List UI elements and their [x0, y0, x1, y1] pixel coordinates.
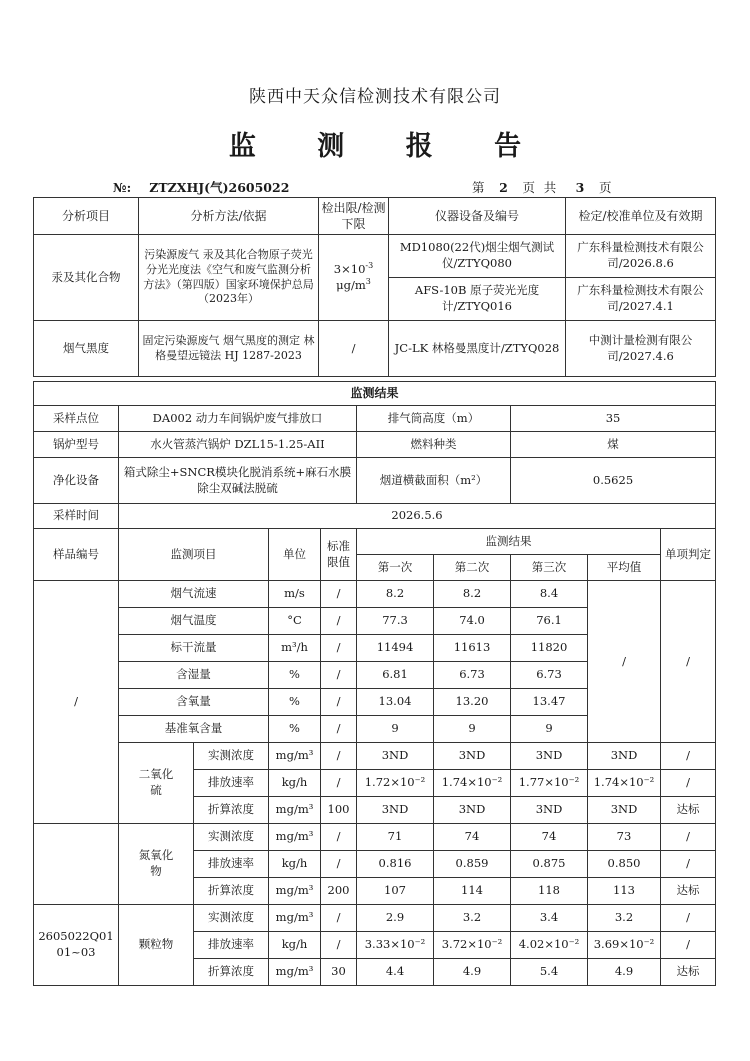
table-row [34, 581, 716, 608]
fuel-value: 煤 [511, 432, 716, 458]
limit-unit: μg/m [336, 277, 366, 292]
method-row-mercury-instrument2: AFS-10B 原子荧光光度计/ZTYQ016 [389, 278, 566, 321]
pm-avg: 3.2 [588, 905, 661, 932]
point-value: DA002 动力车间锅炉废气排放口 [119, 406, 357, 432]
header-r3: 第三次 [511, 555, 588, 581]
param-r2: 74.0 [434, 608, 511, 635]
param-r1: 13.04 [357, 689, 434, 716]
header-sample: 样品编号 [34, 529, 119, 581]
results-table [33, 381, 716, 986]
param-r3: 6.73 [511, 662, 588, 689]
report-number-value: ZTZXHJ(气)2605022 [149, 180, 290, 195]
so2-r3: 3ND [511, 797, 588, 824]
method-row-smoke-calib: 中测计量检测有限公司/2027.4.6 [566, 321, 716, 377]
method-row-smoke-instrument: JC-LK 林格曼黑度计/ZTYQ028 [389, 321, 566, 377]
so2-r2: 3ND [434, 743, 511, 770]
param-std: / [321, 689, 357, 716]
methods-header-instrument: 仪器设备及编号 [389, 198, 566, 235]
page-info [472, 178, 611, 196]
nox-r3: 74 [511, 824, 588, 851]
so2-r3: 1.77×10⁻² [511, 770, 588, 797]
nox-std: 200 [321, 878, 357, 905]
pm-judge: / [661, 932, 716, 959]
results-section-title: 监测结果 [34, 382, 716, 406]
boiler-label: 锅炉型号 [34, 432, 119, 458]
company-name: 陕西中天众信检测技术有限公司 [249, 87, 501, 107]
nox-r2: 0.859 [434, 851, 511, 878]
method-row-mercury-limit [319, 235, 389, 321]
so2-r2: 3ND [434, 797, 511, 824]
so2-sub: 折算浓度 [194, 797, 269, 824]
so2-unit: mg/m³ [269, 743, 321, 770]
nox-r2: 114 [434, 878, 511, 905]
param-r1: 77.3 [357, 608, 434, 635]
method-row-mercury-calib2: 广东科量检测技术有限公司/2027.4.1 [566, 278, 716, 321]
boiler-value: 水火管蒸汽锅炉 DZL15-1.25-AII [119, 432, 357, 458]
nox-unit: mg/m³ [269, 878, 321, 905]
nox-r1: 0.816 [357, 851, 434, 878]
area-label: 烟道横截面积（m²） [357, 458, 511, 504]
method-row-mercury-method: 污染源废气 汞及其化合物原子荧光分光光度法《空气和废气监测分析方法》（第四版）国家环境保护总局（2023年） [139, 235, 319, 321]
header-avg: 平均值 [588, 555, 661, 581]
pm-r2: 3.72×10⁻² [434, 932, 511, 959]
pm-std: / [321, 932, 357, 959]
fuel-label: 燃料种类 [357, 432, 511, 458]
pm-judge: / [661, 905, 716, 932]
page-mid: 页 [522, 180, 535, 195]
method-row-smoke-method: 固定污染源废气 烟气黑度的测定 林格曼望远镜法 HJ 1287-2023 [139, 321, 319, 377]
methods-header-limit: 检出限/检测下限 [319, 198, 389, 235]
param-r1: 9 [357, 716, 434, 743]
header-r1: 第一次 [357, 555, 434, 581]
methods-header-item: 分析项目 [34, 198, 139, 235]
area-value: 0.5625 [511, 458, 716, 504]
pm-r3: 5.4 [511, 959, 588, 986]
nox-judge: 达标 [661, 878, 716, 905]
pm-judge: 达标 [661, 959, 716, 986]
params-judge: / [661, 581, 716, 743]
param-std: / [321, 608, 357, 635]
stack-value: 35 [511, 406, 716, 432]
methods-header-method: 分析方法/依据 [139, 198, 319, 235]
nox-r1: 107 [357, 878, 434, 905]
header-result: 监测结果 [357, 529, 661, 555]
so2-name: 二氧化硫 [119, 743, 194, 824]
page-prefix: 第 [472, 180, 485, 195]
nox-unit: kg/h [269, 851, 321, 878]
so2-judge: / [661, 743, 716, 770]
method-row-mercury-item: 汞及其化合物 [34, 235, 139, 321]
param-r1: 11494 [357, 635, 434, 662]
header-std: 标准限值 [321, 529, 357, 581]
nox-avg: 0.850 [588, 851, 661, 878]
pm-r1: 2.9 [357, 905, 434, 932]
limit-unit-exp: 3 [365, 276, 371, 286]
pm-unit: mg/m³ [269, 959, 321, 986]
so2-avg: 3ND [588, 797, 661, 824]
header-unit: 单位 [269, 529, 321, 581]
so2-r3: 3ND [511, 743, 588, 770]
point-label: 采样点位 [34, 406, 119, 432]
nox-std: / [321, 851, 357, 878]
param-r1: 6.81 [357, 662, 434, 689]
nox-r3: 118 [511, 878, 588, 905]
param-r2: 11613 [434, 635, 511, 662]
pm-r2: 4.9 [434, 959, 511, 986]
so2-judge: / [661, 770, 716, 797]
pm-r1: 3.33×10⁻² [357, 932, 434, 959]
param-unit: % [269, 662, 321, 689]
pm-sub: 折算浓度 [194, 959, 269, 986]
so2-r1: 3ND [357, 743, 434, 770]
so2-sub: 实测浓度 [194, 743, 269, 770]
pm-avg: 4.9 [588, 959, 661, 986]
sample-upper: / [34, 581, 119, 824]
param-std: / [321, 662, 357, 689]
param-r3: 13.47 [511, 689, 588, 716]
methods-header-calib: 检定/校准单位及有效期 [566, 198, 716, 235]
pm-r3: 4.02×10⁻² [511, 932, 588, 959]
nox-avg: 113 [588, 878, 661, 905]
param-unit: °C [269, 608, 321, 635]
param-r2: 13.20 [434, 689, 511, 716]
param-name: 烟气温度 [119, 608, 269, 635]
nox-sub: 实测浓度 [194, 824, 269, 851]
header-judge: 单项判定 [661, 529, 716, 581]
page-number: 2 [499, 180, 508, 195]
param-name: 含氧量 [119, 689, 269, 716]
method-row-mercury-instrument1: MD1080(22代)烟尘烟气测试仪/ZTYQ080 [389, 235, 566, 278]
pm-name: 颗粒物 [119, 905, 194, 986]
sample-lower: 2605022Q0101~03 [34, 905, 119, 986]
param-name: 基准氧含量 [119, 716, 269, 743]
param-name: 标干流量 [119, 635, 269, 662]
so2-std: 100 [321, 797, 357, 824]
limit-exp: -3 [365, 261, 374, 271]
method-row-smoke-limit: / [319, 321, 389, 377]
param-r3: 76.1 [511, 608, 588, 635]
nox-std: / [321, 824, 357, 851]
pm-std: / [321, 905, 357, 932]
report-number-label: №: [113, 180, 132, 195]
pm-r1: 4.4 [357, 959, 434, 986]
param-std: / [321, 635, 357, 662]
param-name: 烟气流速 [119, 581, 269, 608]
methods-table [33, 197, 716, 377]
nox-r2: 74 [434, 824, 511, 851]
pm-r3: 3.4 [511, 905, 588, 932]
time-value: 2026.5.6 [119, 504, 716, 529]
method-row-smoke-item: 烟气黑度 [34, 321, 139, 377]
param-name: 含湿量 [119, 662, 269, 689]
nox-unit: mg/m³ [269, 824, 321, 851]
nox-judge: / [661, 851, 716, 878]
so2-r2: 1.74×10⁻² [434, 770, 511, 797]
stack-label: 排气筒高度（m） [357, 406, 511, 432]
sample-middle-empty [34, 824, 119, 905]
table-row [34, 743, 716, 770]
pm-unit: kg/h [269, 932, 321, 959]
nox-avg: 73 [588, 824, 661, 851]
report-title: 监 测 报 告 [228, 131, 548, 162]
param-r1: 8.2 [357, 581, 434, 608]
pm-r2: 3.2 [434, 905, 511, 932]
nox-r1: 71 [357, 824, 434, 851]
header-item: 监测项目 [119, 529, 269, 581]
page-total-label: 共 [543, 180, 557, 195]
so2-std: / [321, 770, 357, 797]
header-r2: 第二次 [434, 555, 511, 581]
so2-unit: mg/m³ [269, 797, 321, 824]
pm-avg: 3.69×10⁻² [588, 932, 661, 959]
report-number [113, 178, 289, 196]
purify-value: 箱式除尘+SNCR模块化脱消系统+麻石水膜除尘双碱法脱硫 [119, 458, 357, 504]
so2-unit: kg/h [269, 770, 321, 797]
param-unit: % [269, 689, 321, 716]
method-row-mercury-calib1: 广东科量检测技术有限公司/2026.8.6 [566, 235, 716, 278]
param-unit: % [269, 716, 321, 743]
nox-judge: / [661, 824, 716, 851]
param-r3: 8.4 [511, 581, 588, 608]
pm-unit: mg/m³ [269, 905, 321, 932]
param-r2: 6.73 [434, 662, 511, 689]
table-row [34, 905, 716, 932]
limit-base: 3×10 [333, 261, 366, 276]
so2-avg: 1.74×10⁻² [588, 770, 661, 797]
so2-avg: 3ND [588, 743, 661, 770]
nox-sub: 排放速率 [194, 851, 269, 878]
table-row [34, 824, 716, 851]
param-r2: 8.2 [434, 581, 511, 608]
purify-label: 净化设备 [34, 458, 119, 504]
param-std: / [321, 716, 357, 743]
so2-sub: 排放速率 [194, 770, 269, 797]
param-r2: 9 [434, 716, 511, 743]
time-label: 采样时间 [34, 504, 119, 529]
param-std: / [321, 581, 357, 608]
nox-name: 氮氧化物 [119, 824, 194, 905]
so2-judge: 达标 [661, 797, 716, 824]
nox-r3: 0.875 [511, 851, 588, 878]
pm-sub: 实测浓度 [194, 905, 269, 932]
param-r3: 9 [511, 716, 588, 743]
so2-std: / [321, 743, 357, 770]
params-avg: / [588, 581, 661, 743]
so2-r1: 3ND [357, 797, 434, 824]
page-total: 3 [575, 180, 585, 195]
param-unit: m/s [269, 581, 321, 608]
so2-r1: 1.72×10⁻² [357, 770, 434, 797]
param-unit: m³/h [269, 635, 321, 662]
pm-std: 30 [321, 959, 357, 986]
pm-sub: 排放速率 [194, 932, 269, 959]
nox-sub: 折算浓度 [194, 878, 269, 905]
page-suffix: 页 [598, 180, 612, 195]
param-r3: 11820 [511, 635, 588, 662]
